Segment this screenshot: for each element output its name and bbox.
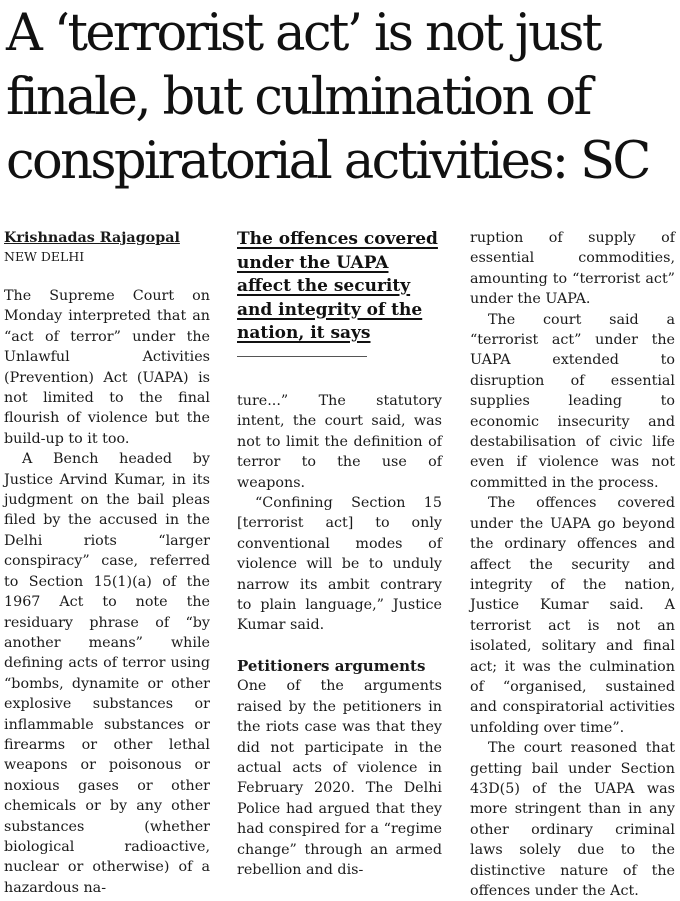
paragraph: The court said a “terrorist act” under the UAPA extended to disruption of essential supplies leading to economic insecurity and destabilisation of civic life even if violence was not committed in the process. xyxy=(470,311,675,491)
paragraph: The offences covered under the UAPA go beyond the ordinary offences and affect the security and integrity of the nation, Justice Kumar said. A terrorist act is not an isolated, solitary and final act; it was the culmination of “organised, sustained and conspiratorial activities unfolding over time”. xyxy=(470,495,675,736)
column-1 xyxy=(4,228,210,898)
paragraph: One of the arguments raised by the petitioners in the riots case was that they did not participate in the actual acts of violence in February 2020. The Delhi Police had argued that they had conspired for a “regime change” through an armed rebellion and dis- xyxy=(237,678,442,878)
pull-quote xyxy=(237,228,442,346)
dateline: NEW DELHI xyxy=(4,249,85,264)
paragraph: ruption of supply of essential commodities, amounting to “terrorist act” under the UAPA. xyxy=(470,230,675,308)
paragraph: A Bench headed by Justice Arvind Kumar, in its judgment on the bail pleas filed by the accused in the Delhi riots “larger conspiracy” case, referred to Section 15(1)(a) of the 1967 Act to note the residuary phrase of “by another means” while defining acts of terror using “bombs, dynamite or other explosive substances or inflammable substances or firearms or other lethal weapons or poisonous or noxious gases or other chemicals or by any other substances (whether biological radioactive, nuclear or otherwise) of a hazardous na- xyxy=(4,451,210,896)
headline: A ‘terrorist act’ is not just finale, but culmination of conspiratorial activities: SC xyxy=(6,4,649,191)
paragraph: The court reasoned that getting bail under Section 43D(5) of the UAPA was more stringent than in any other ordinary criminal laws solely due to the distinctive nature of the offences under the Act. xyxy=(470,740,675,899)
pull-quote-rule xyxy=(237,356,367,357)
column-3 xyxy=(470,228,675,901)
paragraph: The Supreme Court on Monday interpreted that an “act of terror” under the Unlawful Activities (Prevention) Act (UAPA) is not limited to the final flourish of violence but the build-up to it too. xyxy=(4,288,210,447)
column-2-body xyxy=(237,391,442,880)
paragraph: “Confining Section 15 [terrorist act] to only conventional modes of violence will be to unduly narrow its ambit contrary to plain language,” Justice Kumar said. xyxy=(237,495,442,634)
subheading: Petitioners arguments xyxy=(237,656,426,675)
paragraph: ture...” The statutory intent, the court said, was not to limit the definition of terror to the use of weapons. xyxy=(237,393,442,491)
pull-quote-text: The offences covered under the UAPA affect the security and integrity of the nation, it says xyxy=(237,229,438,343)
byline[interactable]: Krishnadas Rajagopal xyxy=(4,230,180,246)
column-2 xyxy=(237,228,442,878)
